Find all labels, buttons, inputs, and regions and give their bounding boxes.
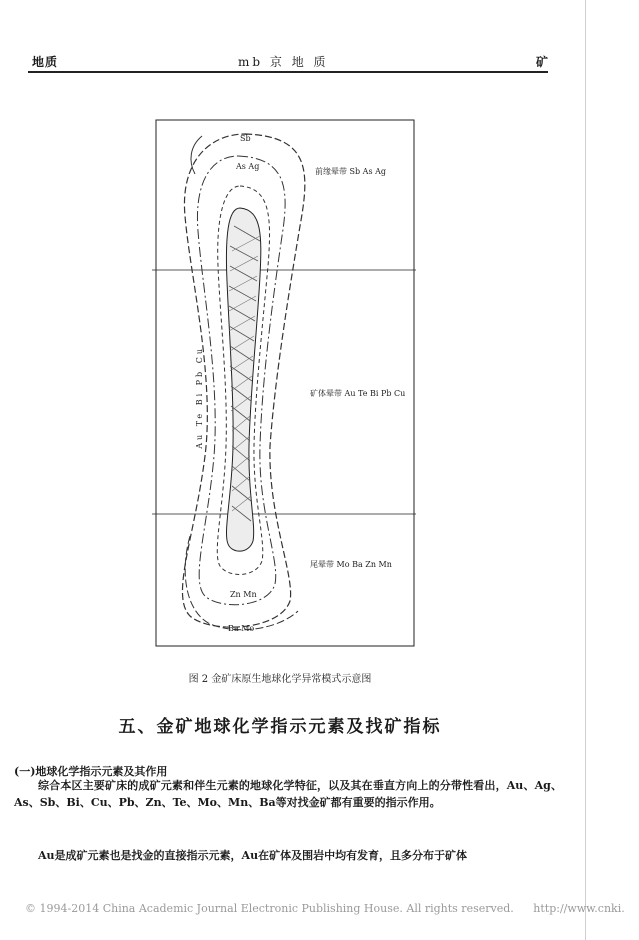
ba-mo-element-label: Ba Mo [228, 624, 255, 633]
section-title: 五、金矿地球化学指示元素及找矿指标 [118, 717, 442, 737]
zn-mn-element-label: Zn Mn [230, 590, 257, 599]
copyright-footer [25, 902, 625, 915]
header-right: 矿 [535, 55, 548, 69]
figure-caption: 图 2 金矿床原生地球化学异常模式示意图 [188, 674, 372, 685]
lower-zone-label: 尾晕带 Mo Ba Zn Mn [310, 560, 392, 569]
copyright-text: © 1994-2014 China Academic Journal Electronic Publishing House. All rights reserved. [25, 902, 514, 915]
subsection-heading: (一)地球化学指示元素及其作用 [14, 765, 168, 778]
anomaly-diagram [150, 116, 420, 651]
journal-title: mb 京 地 质 [238, 55, 329, 69]
middle-zone-label: 矿体晕带 Au Te Bi Pb Cu [310, 389, 406, 398]
anomaly-model-figure [150, 116, 420, 651]
footer-url: http://www.cnki. [533, 902, 625, 915]
running-header [28, 53, 548, 69]
sb-element-label: Sb [240, 134, 251, 143]
header-left: 地质 [32, 55, 59, 69]
as-ag-element-label: As Ag [236, 162, 260, 171]
upper-zone-label: 前缘晕带 Sb As Ag [315, 167, 387, 176]
body-paragraph: 综合本区主要矿床的成矿元素和伴生元素的地球化学特征，以及其在垂直方向上的分带性看出，Au、Ag、As、Sb、Bi、Cu、Pb、Zn、Te、Mo、Mn、Ba等对找金矿都有重要的指示作用。 [14, 779, 562, 809]
page-edge-rule [585, 0, 586, 940]
header-rule [28, 71, 548, 73]
vertical-element-label: Au Te Bi Pb Cu [195, 346, 204, 449]
body-paragraph-continued: Au是成矿元素也是找金的直接指示元素，Au在矿体及围岩中均有发育，且多分布于矿体 [38, 849, 468, 862]
